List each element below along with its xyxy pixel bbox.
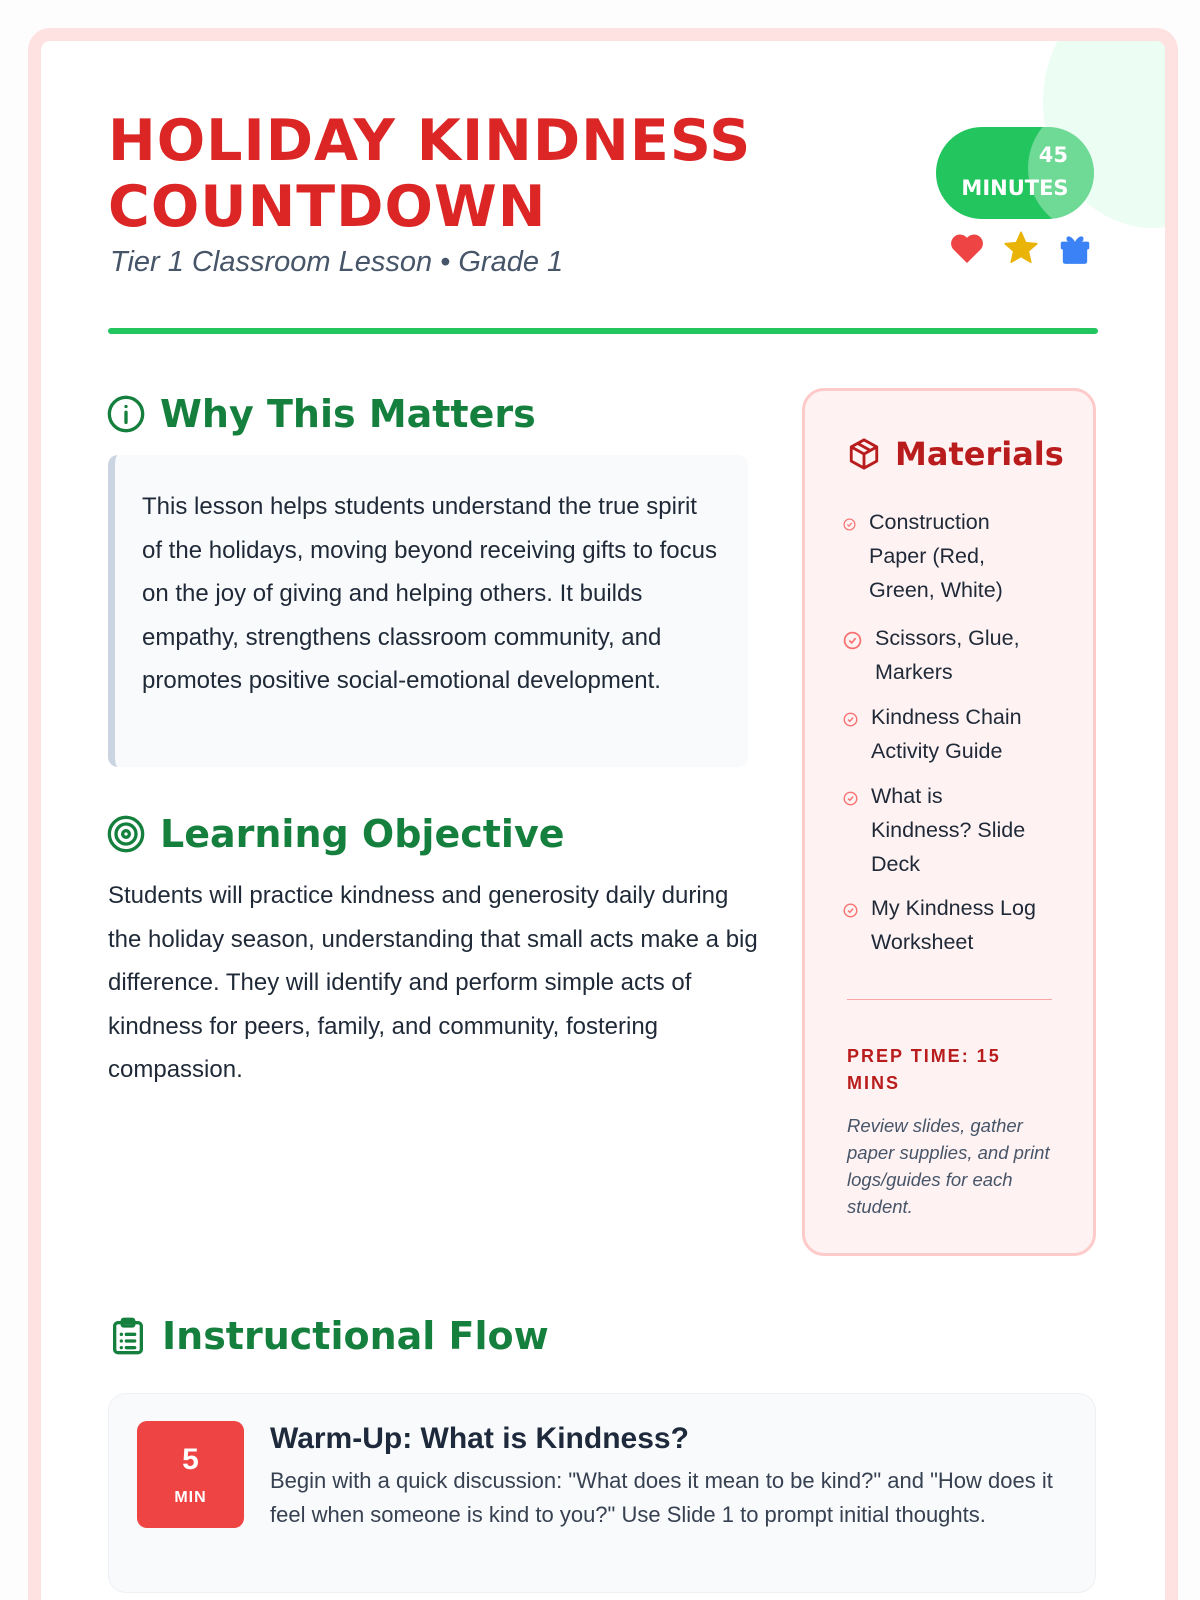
target-icon xyxy=(106,814,146,854)
materials-divider xyxy=(847,999,1052,1000)
why-callout xyxy=(108,455,748,767)
step-title: Warm-Up: What is Kindness? xyxy=(270,1422,689,1455)
material-item xyxy=(843,700,1056,768)
prep-time-label: PREP TIME: 15 MINS xyxy=(847,1046,1001,1093)
check-circle-icon xyxy=(843,518,856,531)
flow-heading-text: Instructional Flow xyxy=(162,1314,549,1358)
header-divider xyxy=(108,328,1098,334)
flow-step-card xyxy=(108,1393,1096,1593)
duration-number: 45 xyxy=(1038,143,1068,167)
page-subtitle: Tier 1 Classroom Lesson • Grade 1 xyxy=(110,246,564,278)
objective-heading xyxy=(106,812,565,856)
check-circle-icon xyxy=(843,791,858,806)
material-item-label: Scissors, Glue, Markers xyxy=(875,626,1020,684)
material-item-label: Kindness Chain Activity Guide xyxy=(871,705,1022,763)
step-minutes-unit: MIN xyxy=(174,1489,207,1506)
materials-heading xyxy=(847,435,1064,473)
materials-heading-text: Materials xyxy=(895,435,1064,473)
info-icon xyxy=(106,394,146,434)
clipboard-icon xyxy=(108,1316,148,1356)
check-circle-icon xyxy=(843,631,862,650)
step-description: Begin with a quick discussion: "What does it mean to be kind?" and "How does it feel when someone is kind to you?" Use Slide 1 to prompt initial thoughts. xyxy=(270,1468,1053,1527)
duration-unit: MINUTES xyxy=(961,176,1069,200)
objective-body: Students will practice kindness and generosity daily during the holiday season, understanding that small acts make a big difference. They will identify and perform simple acts of kindness for peers, family, and community, fostering compassion. xyxy=(108,882,758,1083)
material-item-label: My Kindness Log Worksheet xyxy=(871,896,1036,954)
why-heading-text: Why This Matters xyxy=(160,392,536,436)
materials-panel xyxy=(802,388,1096,1256)
material-item xyxy=(843,505,1039,607)
gift-icon xyxy=(1056,229,1094,267)
page-title: HOLIDAY KINDNESS COUNTDOWN xyxy=(108,108,752,240)
why-body: This lesson helps students understand the true spirit of the holidays, moving beyond receiving gifts to focus on the joy of giving and helping others. It builds empathy, strengthens classroom community, and promotes positive social-emotional development. xyxy=(142,493,717,694)
objective-heading-text: Learning Objective xyxy=(160,812,565,856)
step-minutes: 5 xyxy=(182,1443,199,1476)
box-icon xyxy=(847,437,881,471)
why-heading xyxy=(106,392,536,436)
prep-note: Review slides, gather paper supplies, and print logs/guides for each student. xyxy=(847,1115,1050,1217)
step-minutes-badge xyxy=(137,1421,244,1528)
material-item-label: Construction Paper (Red, Green, White) xyxy=(869,510,1003,602)
duration-badge xyxy=(936,127,1094,219)
check-circle-icon xyxy=(843,712,858,727)
material-item xyxy=(843,779,1041,881)
heart-icon xyxy=(948,229,986,267)
star-icon xyxy=(1002,229,1040,267)
decor-icons xyxy=(948,229,1094,267)
flow-heading xyxy=(108,1314,549,1358)
material-item-label: What is Kindness? Slide Deck xyxy=(871,784,1026,876)
material-item xyxy=(843,891,1051,959)
check-circle-icon xyxy=(843,903,858,918)
material-item xyxy=(843,621,1050,689)
